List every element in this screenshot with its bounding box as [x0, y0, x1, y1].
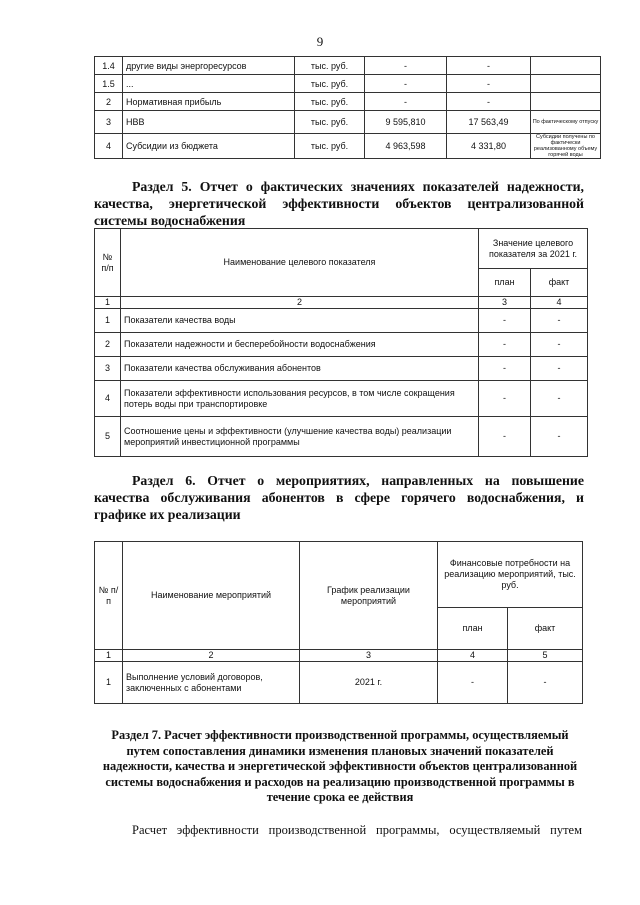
row-fact: - [508, 662, 583, 704]
row-number: 1 [95, 662, 123, 704]
row-name: Выполнение условий договоров, заключенных с абонентами [123, 662, 300, 704]
index-cell: 2 [121, 297, 479, 309]
row-value-fact: - [447, 57, 531, 75]
header-name: Наименование мероприятий [123, 542, 300, 650]
row-value-plan: - [365, 57, 447, 75]
row-value-fact: - [447, 93, 531, 111]
section5-table [94, 228, 588, 457]
page-number: 9 [316, 34, 324, 49]
row-unit: тыс. руб. [295, 111, 365, 134]
section6-heading: Раздел 6. Отчет о мероприятиях, направленных на повышение качества обслуживания абонентов в сфере горячего водоснабжения, и графике их реализации [94, 473, 584, 522]
table-row [95, 662, 583, 704]
index-cell: 1 [95, 650, 123, 662]
header-fact: факт [508, 608, 583, 650]
header-finance: Финансовые потребности на реализацию мероприятий, тыс. руб. [438, 542, 583, 608]
row-unit: тыс. руб. [295, 134, 365, 159]
row-number: 3 [95, 357, 121, 381]
header-plan: план [438, 608, 508, 650]
table-row [95, 57, 601, 75]
row-name: НВВ [123, 111, 295, 134]
table-row [95, 333, 588, 357]
row-plan: - [479, 309, 531, 333]
table-row [95, 111, 601, 134]
section5-heading: Раздел 5. Отчет о фактических значениях показателей надежности, качества, энергетической эффективности объектов централизованной системы водоснабжения [94, 179, 584, 228]
table-row [95, 309, 588, 333]
index-cell: 2 [123, 650, 300, 662]
row-number: 2 [95, 93, 123, 111]
row-plan: - [479, 417, 531, 457]
row-value-plan: 4 963,598 [365, 134, 447, 159]
row-number: 1.4 [95, 57, 123, 75]
top-table [94, 56, 601, 159]
index-cell: 3 [300, 650, 438, 662]
row-plan: - [479, 381, 531, 417]
row-name: Соотношение цены и эффективности (улучшение качества воды) реализации мероприятий инвестиционной программы [121, 417, 479, 457]
row-name: Нормативная прибыль [123, 93, 295, 111]
row-value-plan: 9 595,810 [365, 111, 447, 134]
table-row [95, 417, 588, 457]
row-number: 4 [95, 134, 123, 159]
row-number: 5 [95, 417, 121, 457]
row-plan: - [479, 357, 531, 381]
header-plan: план [479, 269, 531, 297]
row-value-plan: - [365, 75, 447, 93]
row-value-fact: - [447, 75, 531, 93]
section7-heading: Раздел 7. Расчет эффективности производственной программы, осуществляемый путем сопоставления динамики изменения плановых значений показателей надежности, качества и энергетической эффективности объектов централизованной системы водоснабжения и расходов на реализацию производственной программы в течение срока ее действия [102, 728, 578, 804]
row-value-fact: 4 331,80 [447, 134, 531, 159]
row-note: Субсидии получены по фактически реализованному объему горячей воды [531, 134, 601, 159]
row-name: ... [123, 75, 295, 93]
row-schedule: 2021 г. [300, 662, 438, 704]
row-value-plan: - [365, 93, 447, 111]
row-name: Показатели качества обслуживания абонентов [121, 357, 479, 381]
row-plan: - [479, 333, 531, 357]
header-num: № п/п [95, 229, 121, 297]
table-row [95, 75, 601, 93]
row-number: 1.5 [95, 75, 123, 93]
row-note [531, 57, 601, 75]
row-unit: тыс. руб. [295, 93, 365, 111]
row-unit: тыс. руб. [295, 57, 365, 75]
index-cell: 1 [95, 297, 121, 309]
row-name: Показатели эффективности использования ресурсов, в том числе сокращения потерь воды при транспортировке [121, 381, 479, 417]
row-name: Показатели качества воды [121, 309, 479, 333]
header-num: № п/п [95, 542, 123, 650]
section6-table [94, 541, 583, 704]
header-name: Наименование целевого показателя [121, 229, 479, 297]
row-number: 4 [95, 381, 121, 417]
table-row [95, 134, 601, 159]
index-cell: 5 [508, 650, 583, 662]
index-cell: 3 [479, 297, 531, 309]
header-fact: факт [531, 269, 588, 297]
row-fact: - [531, 381, 588, 417]
row-number: 2 [95, 333, 121, 357]
row-note [531, 93, 601, 111]
row-unit: тыс. руб. [295, 75, 365, 93]
index-cell: 4 [531, 297, 588, 309]
table-row [95, 357, 588, 381]
row-note: По фактическому отпуску [531, 111, 601, 134]
row-number: 3 [95, 111, 123, 134]
header-value: Значение целевого показателя за 2021 г. [479, 229, 588, 269]
row-fact: - [531, 309, 588, 333]
row-number: 1 [95, 309, 121, 333]
row-value-fact: 17 563,49 [447, 111, 531, 134]
row-fact: - [531, 357, 588, 381]
row-fact: - [531, 417, 588, 457]
row-plan: - [438, 662, 508, 704]
index-cell: 4 [438, 650, 508, 662]
row-name: Показатели надежности и бесперебойности водоснабжения [121, 333, 479, 357]
row-note [531, 75, 601, 93]
row-fact: - [531, 333, 588, 357]
table-row [95, 93, 601, 111]
header-schedule: График реализации мероприятий [300, 542, 438, 650]
table-row [95, 381, 588, 417]
section7-paragraph: Расчет эффективности производственной программы, осуществляемый путем [132, 823, 582, 837]
row-name: другие виды энергоресурсов [123, 57, 295, 75]
row-name: Субсидии из бюджета [123, 134, 295, 159]
